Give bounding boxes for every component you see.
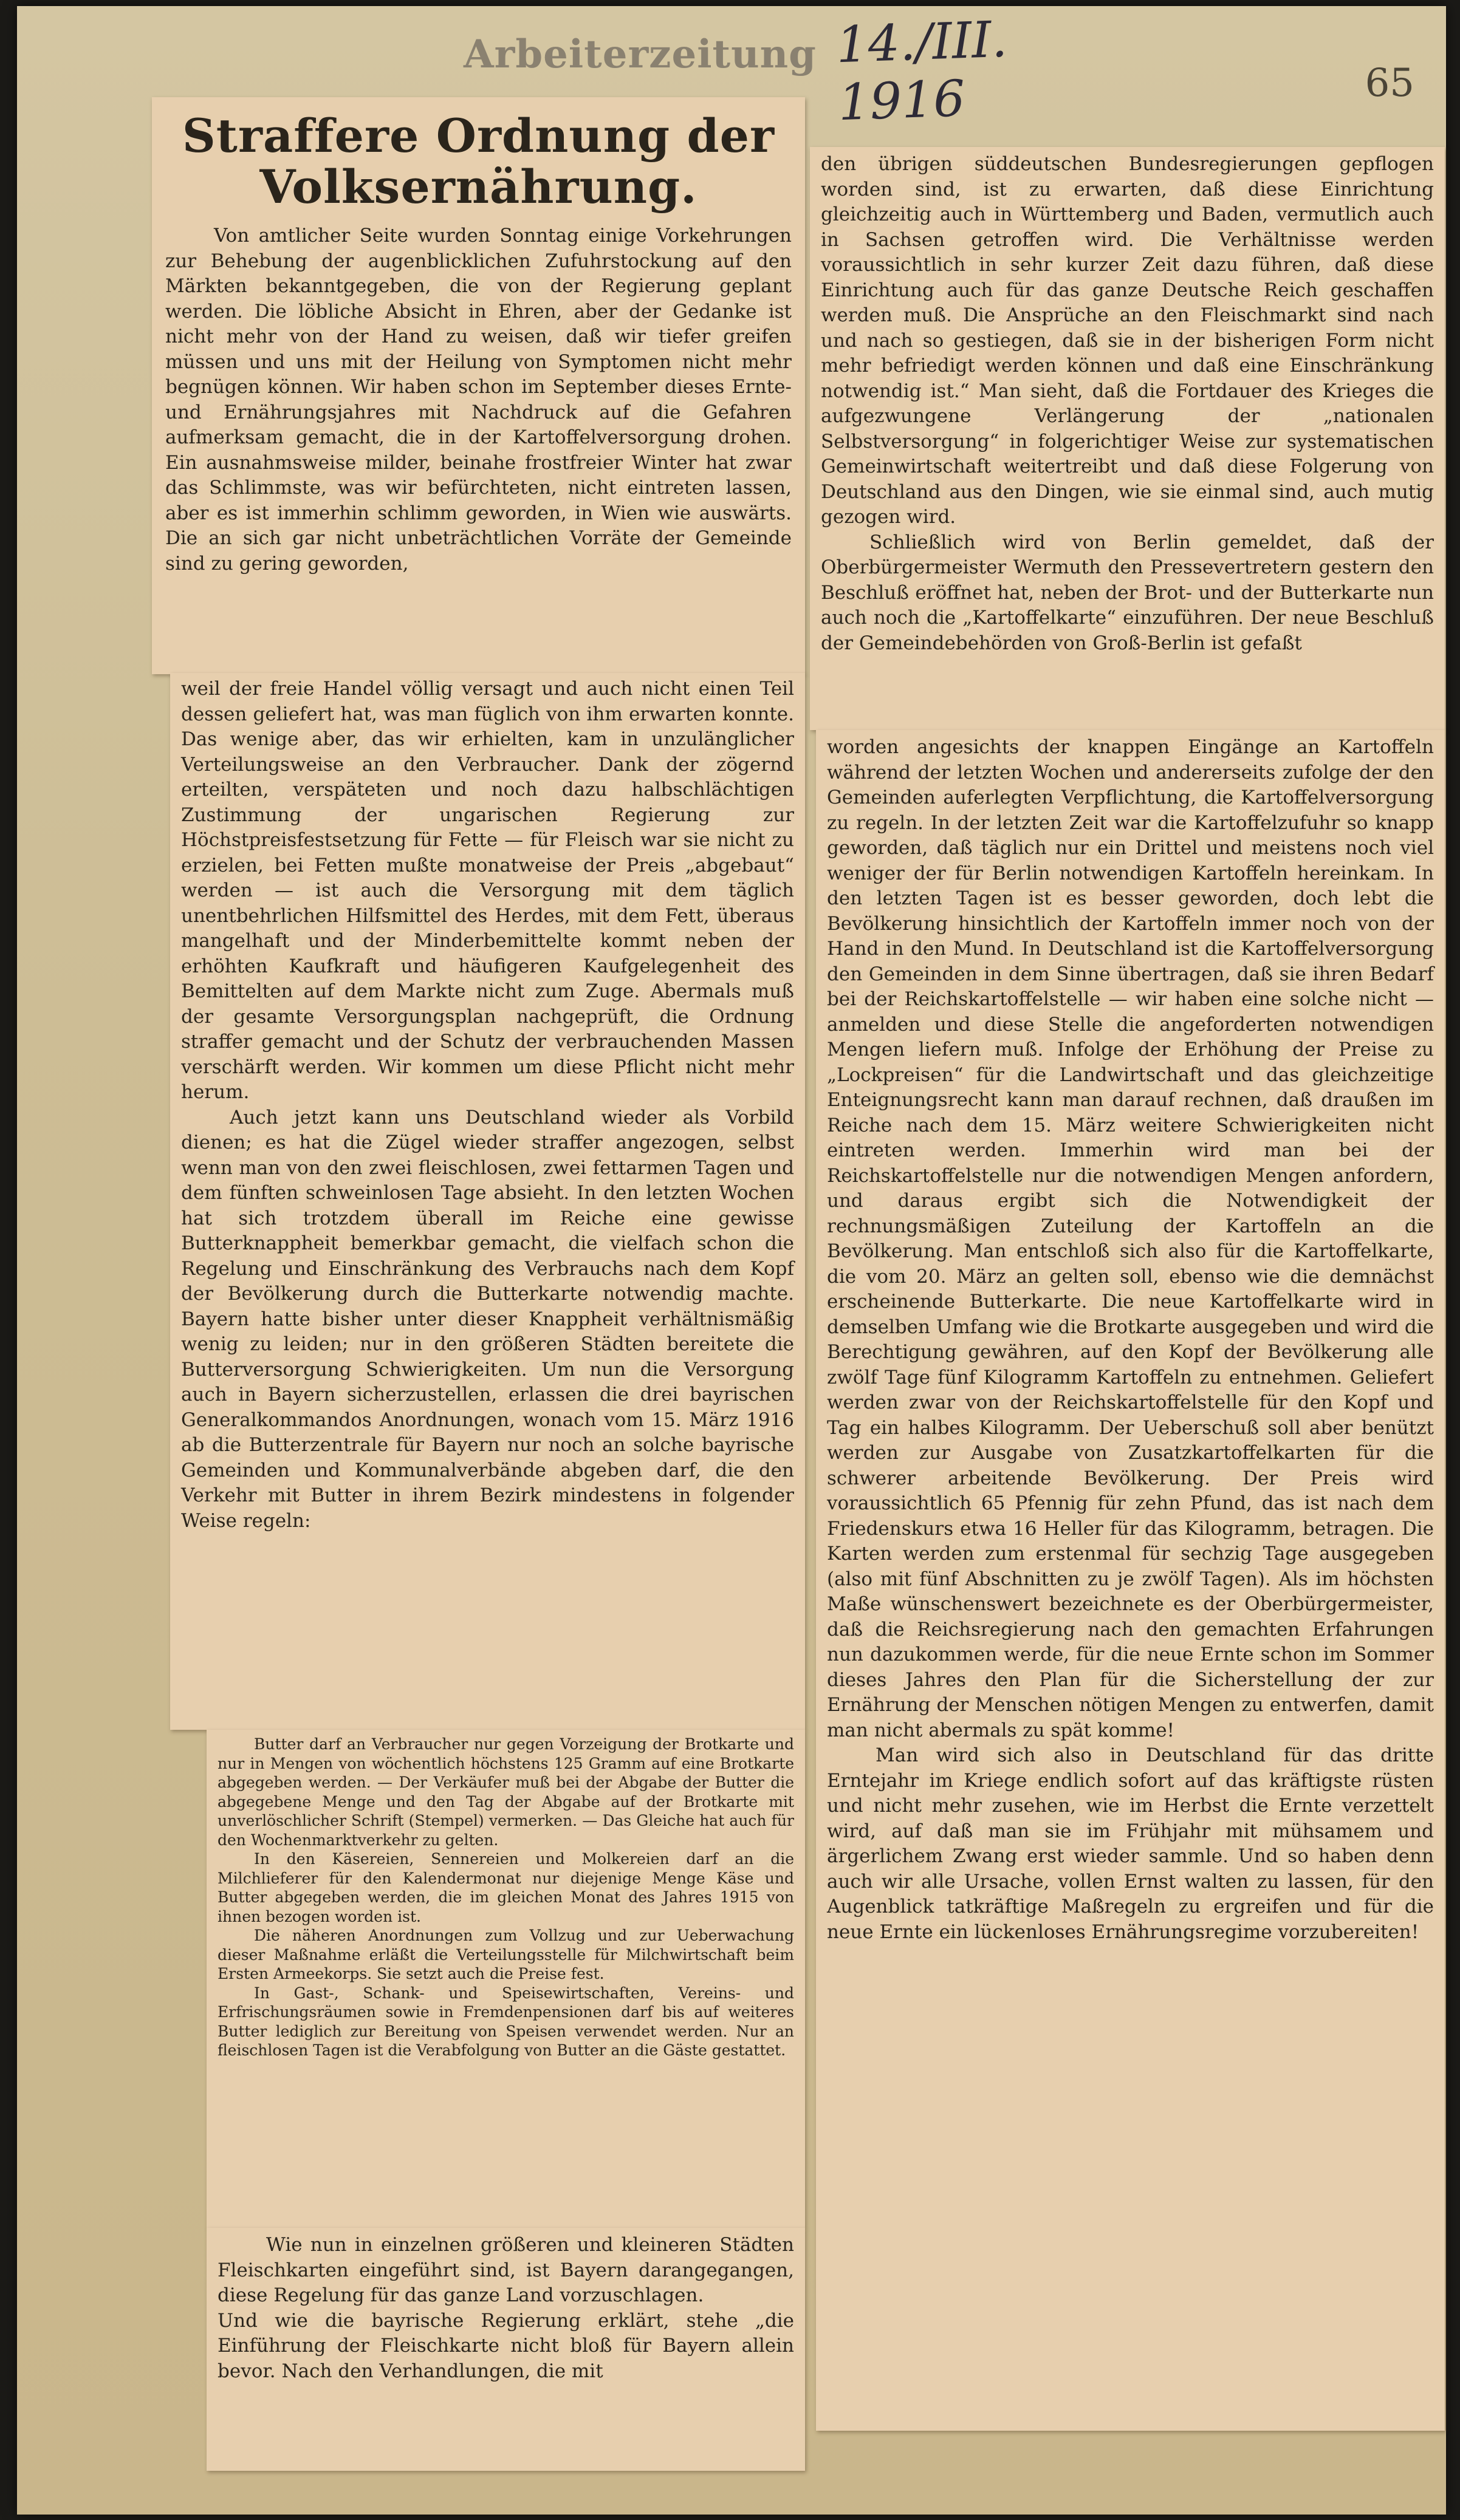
- paragraph-free-trade: weil der freie Handel völlig versagt und auch nicht einen Teil dessen geliefert hat, was man füglich von ihm erwarten konnte. Das wenige aber, das wir erhielten, kam in unzulänglicher Verteilungsweise an den Verbraucher. Dank der zögernd erteilten, verspäteten und noch dazu halbschlächtigen Zustimmung der ungarischen Regierung zur Höchstpreisfestsetzung für Fette — für Fleisch war sie nicht zu erzielen, bei Fetten mußte monatweise der Preis „abgebaut“ werden — ist auch die Versorgung mit dem täglich unentbehrlichen Hilfsmittel des Herdes, mit dem Fett, überaus mangelhaft und der Minderbemittelte kommt neben der erhöhten Kaufkraft und häufigeren Kaufgelegenheit des Bemittelten auf dem Markte nicht zum Zuge. Abermals muß der gesamte Versorgungsplan nachgeprüft, die Ordnung straffer gemacht und der Schutz der verbrauchenden Massen verschärft werden. Wir kommen um diese Pflicht nicht mehr herum.: [181, 678, 794, 1103]
- paragraph-bavaria: Und wie die bayrische Regierung erklärt, stehe „die Einführung der Fleischkarte nicht bloß für Bayern allein bevor. Nach den Verhandlungen, die mit: [218, 2309, 794, 2382]
- paragraph-germany-model: Auch jetzt kann uns Deutschland wieder als Vorbild dienen; es hat die Zügel wieder straffer angezogen, selbst wenn man von den zwei fleischlosen, zwei fettarmen Tagen und dem fünften schweinlosen Tage absieht. In den letzten Wochen hat sich trotzdem überall im Reiche eine gewisse Butterknappheit bemerkbar gemacht, die vielfach schon die Regelung und Einschränkung des Verbrauchs nach dem Kopf der Bevölkerung durch die Butterkarte notwendig machte. Bayern hatte bisher unter dieser Knappheit verhältnismäßig wenig zu leiden; nur in den größeren Städten bereitete die Butterversorgung Schwierigkeiten. Um nun die Versorgung auch in Bayern sicherzustellen, erlassen die drei bayrischen Generalkommandos Anordnungen, wonach vom 15. März 1916 ab die Butterzentrale für Bayern nur noch an solche bayrische Gemeinden und Kommunalverbände abgeben darf, die den Verkehr mit Butter in ihrem Bezirk mindestens in folgender Weise regeln:: [181, 1106, 794, 1532]
- archive-sheet: [17, 6, 1446, 2515]
- clipping-column1-bottom: [207, 2228, 805, 2471]
- article-title: Straffere Ordnung der Volksernährung.: [182, 109, 775, 214]
- paragraph-conclusion: Man wird sich also in Deutschland für das dritte Erntejahr im Kriege endlich sofort auf das kräftigste rüsten und nicht mehr zusehen, wie im Herbst die Ernte verzettelt wird, auf daß man sie im Frühjahr mit mühsamem und ärgerlichem Zwang erst wieder sammle. Und so haben denn auch wir alle Ursache, vollen Ernst walten zu lassen, für den Augenblick tatkräftige Maßregeln zu ergreifen und für die neue Ernte ein lückenloses Ernährungsregime vorzubereiten!: [827, 1744, 1434, 1943]
- ordinance-supervision: Die näheren Anordnungen zum Vollzug und zur Ueberwachung dieser Maßnahme erläßt die Verteilungsstelle für Milchwirtschaft beim Ersten Armeekorps. Sie setzt auch die Preise fest.: [218, 1927, 794, 1982]
- clipping-ordinance: [207, 1730, 805, 2228]
- paragraph-southern-states: den übrigen süddeutschen Bundesregierungen gepflogen worden sind, ist zu erwarten, daß diese Einrichtung gleichzeitig auch in Württemberg und Baden, vermutlich auch in Sachsen getroffen wird. Die Verhältnisse werden voraussichtlich in sehr kurzer Zeit dazu führen, daß diese Einrichtung auch für das ganze Deutsche Reich geschaffen werden muß. Die Ansprüche an den Fleischmarkt sind nach und nach so gestiegen, daß sie in der bisherigen Form nicht mehr befriedigt werden können und daß eine Einschränkung notwendig ist.“ Man sieht, daß die Fortdauer des Krieges die aufgezwungene Verlängerung der „nationalen Selbstversorgung“ in folgerichtiger Weise zur systematischen Gemeinwirtschaft weitertreibt und daß diese Folgerung von Deutschland aus den Dingen, wie sie einmal sind, auch mutig gezogen wird.: [821, 153, 1434, 528]
- ordinance-butter: Butter darf an Verbraucher nur gegen Vorzeigung der Brotkarte und nur in Mengen von wöchentlich höchstens 125 Gramm auf eine Brotkarte abgegeben werden. — Der Verkäufer muß bei der Abgabe der Butter die abgegebene Menge und den Tag der Abgabe auf der Brotkarte mit unverlöschlicher Schrift (Stempel) vermerken. — Das Gleiche hat auch für den Wochenmarktverkehr zu gelten.: [218, 1735, 794, 1849]
- newspaper-source-stamp: Arbeiterzeitung: [464, 32, 817, 77]
- paragraph-potato-card: worden angesichts der knappen Eingänge an Kartoffeln während der letzten Wochen und andererseits zufolge der den Gemeinden auferlegten Verpflichtung, die Kartoffelversorgung zu regeln. In der letzten Zeit war die Kartoffelzufuhr so knapp geworden, daß täglich nur ein Drittel und meistens noch viel weniger der für Berlin notwendigen Kartoffeln hereinkam. In den letzten Tagen ist es besser geworden, doch lebt die Bevölkerung hinsichtlich der Kartoffeln immer noch von der Hand in den Mund. In Deutschland ist die Kartoffelversorgung den Gemeinden in dem Sinne übertragen, daß sie ihren Bedarf bei der Reichskartoffelstelle — wir haben eine solche nicht — anmelden und diese Stelle die angeforderten notwendigen Mengen liefern muß. Infolge der Erhöhung der Preise zu „Lockpreisen“ für die Landwirtschaft und das gleichzeitige Enteignungsrecht kann man darauf rechnen, daß draußen im Reiche nach dem 15. März weitere Schwierigkeiten nicht eintreten werden. Immerhin wird man bei der Reichskartoffelstelle nur die notwendigen Mengen anfordern, und daraus ergibt sich die Notwendigkeit der rechnungsmäßigen Zuteilung der Kartoffeln an die Bevölkerung. Man entschloß sich also für die Kartoffelkarte, die vom 20. März an gelten soll, ebenso wie die demnächst erscheinende Butterkarte. Die neue Kartoffelkarte wird in demselben Umfang wie die Brotkarte ausgegeben und wird die Berechtigung gewähren, auf den Kopf der Bevölkerung alle zwölf Tage fünf Kilogramm Kartoffeln zu entnehmen. Geliefert werden zwar von der Reichskartoffelstelle für den Kopf und Tag ein halbes Kilogramm. Der Ueberschuß soll aber benützt werden zur Ausgabe von Zusatzkartoffelkarten für die schwerer arbeitende Bevölkerung. Der Preis wird voraussichtlich 65 Pfennig für zehn Pfund, das ist nach dem Friedenskurs etwa 16 Heller für das Kilogramm, betragen. Die Karten werden zum erstenmal für sechzig Tage ausgegeben (also mit fünf Abschnitten zu je zwölf Tagen). Als im höchsten Maße wünschenswert bezeichnete es der Oberbürgermeister, daß die Reichsregierung nach den gemachten Erfahrungen nun dazukommen werde, für die neue Ernte schon im Sommer dieses Jahres den Plan für die Sicherstellung der zur Ernährung der Menschen nötigen Mengen zu entwerfen, damit man nicht abermals zu spät komme!: [827, 736, 1434, 1741]
- handwritten-date: 14./III. 1916: [835, 10, 1009, 132]
- ordinance-dairies: In den Käsereien, Sennereien und Molkereien darf an die Milchlieferer für den Kalendermonat nur diejenige Menge Käse und Butter abgegeben werden, die im gleichen Monat des Jahres 1915 von ihnen bezogen worden ist.: [218, 1850, 794, 1925]
- paragraph-berlin-report: Schließlich wird von Berlin gemeldet, daß der Oberbürgermeister Wermuth den Pressevertretern gestern den Beschluß eröffnet hat, neben der Brot- und der Butterkarte nun auch noch die „Kartoffelkarte“ einzuführen. Der neue Beschluß der Gemeindebehörden von Groß-Berlin ist gefaßt: [821, 531, 1434, 654]
- page-number: 65: [1365, 61, 1414, 106]
- clipping-column2-top: [810, 147, 1445, 730]
- ordinance-restaurants: In Gast-, Schank- und Speisewirtschaften, Vereins- und Erfrischungsräumen sowie in Fremdenpensionen darf bis auf weiteres Butter lediglich zur Bereitung von Speisen verwendet werden. Nur an fleischlosen Tagen ist die Verabfolgung von Butter an die Gäste gestattet.: [218, 1984, 794, 2059]
- clipping-intro: [152, 97, 805, 674]
- clipping-column1-middle: [170, 673, 805, 1730]
- paragraph-meat-cards: Wie nun in einzelnen größeren und kleineren Städten Fleischkarten eingeführt sind, ist Bayern darangegangen, diese Regelung für das ganze Land vorzuschlagen.: [218, 2234, 794, 2306]
- intro-paragraph: Von amtlicher Seite wurden Sonntag einige Vorkehrungen zur Behebung der augenblicklichen Zufuhrstockung auf den Märkten bekanntgegeben, die von der Regierung geplant werden. Die löbliche Absicht in Ehren, aber der Gedanke ist nicht mehr von der Hand zu weisen, daß wir tiefer greifen müssen und uns mit der Heilung von Symptomen nicht mehr begnügen können. Wir haben schon im September dieses Ernte- und Ernährungsjahres mit Nachdruck auf die Gefahren aufmerksam gemacht, die in der Kartoffelversorgung drohen. Ein ausnahmsweise milder, beinahe frostfreier Winter hat zwar das Schlimmste, was wir befürchteten, nicht eintreten lassen, aber es ist immerhin schlimm geworden, in Wien wie auswärts. Die an sich gar nicht unbeträchtlichen Vorräte der Gemeinde sind zu gering geworden,: [165, 225, 792, 575]
- clipping-column2-bottom: [816, 730, 1445, 2431]
